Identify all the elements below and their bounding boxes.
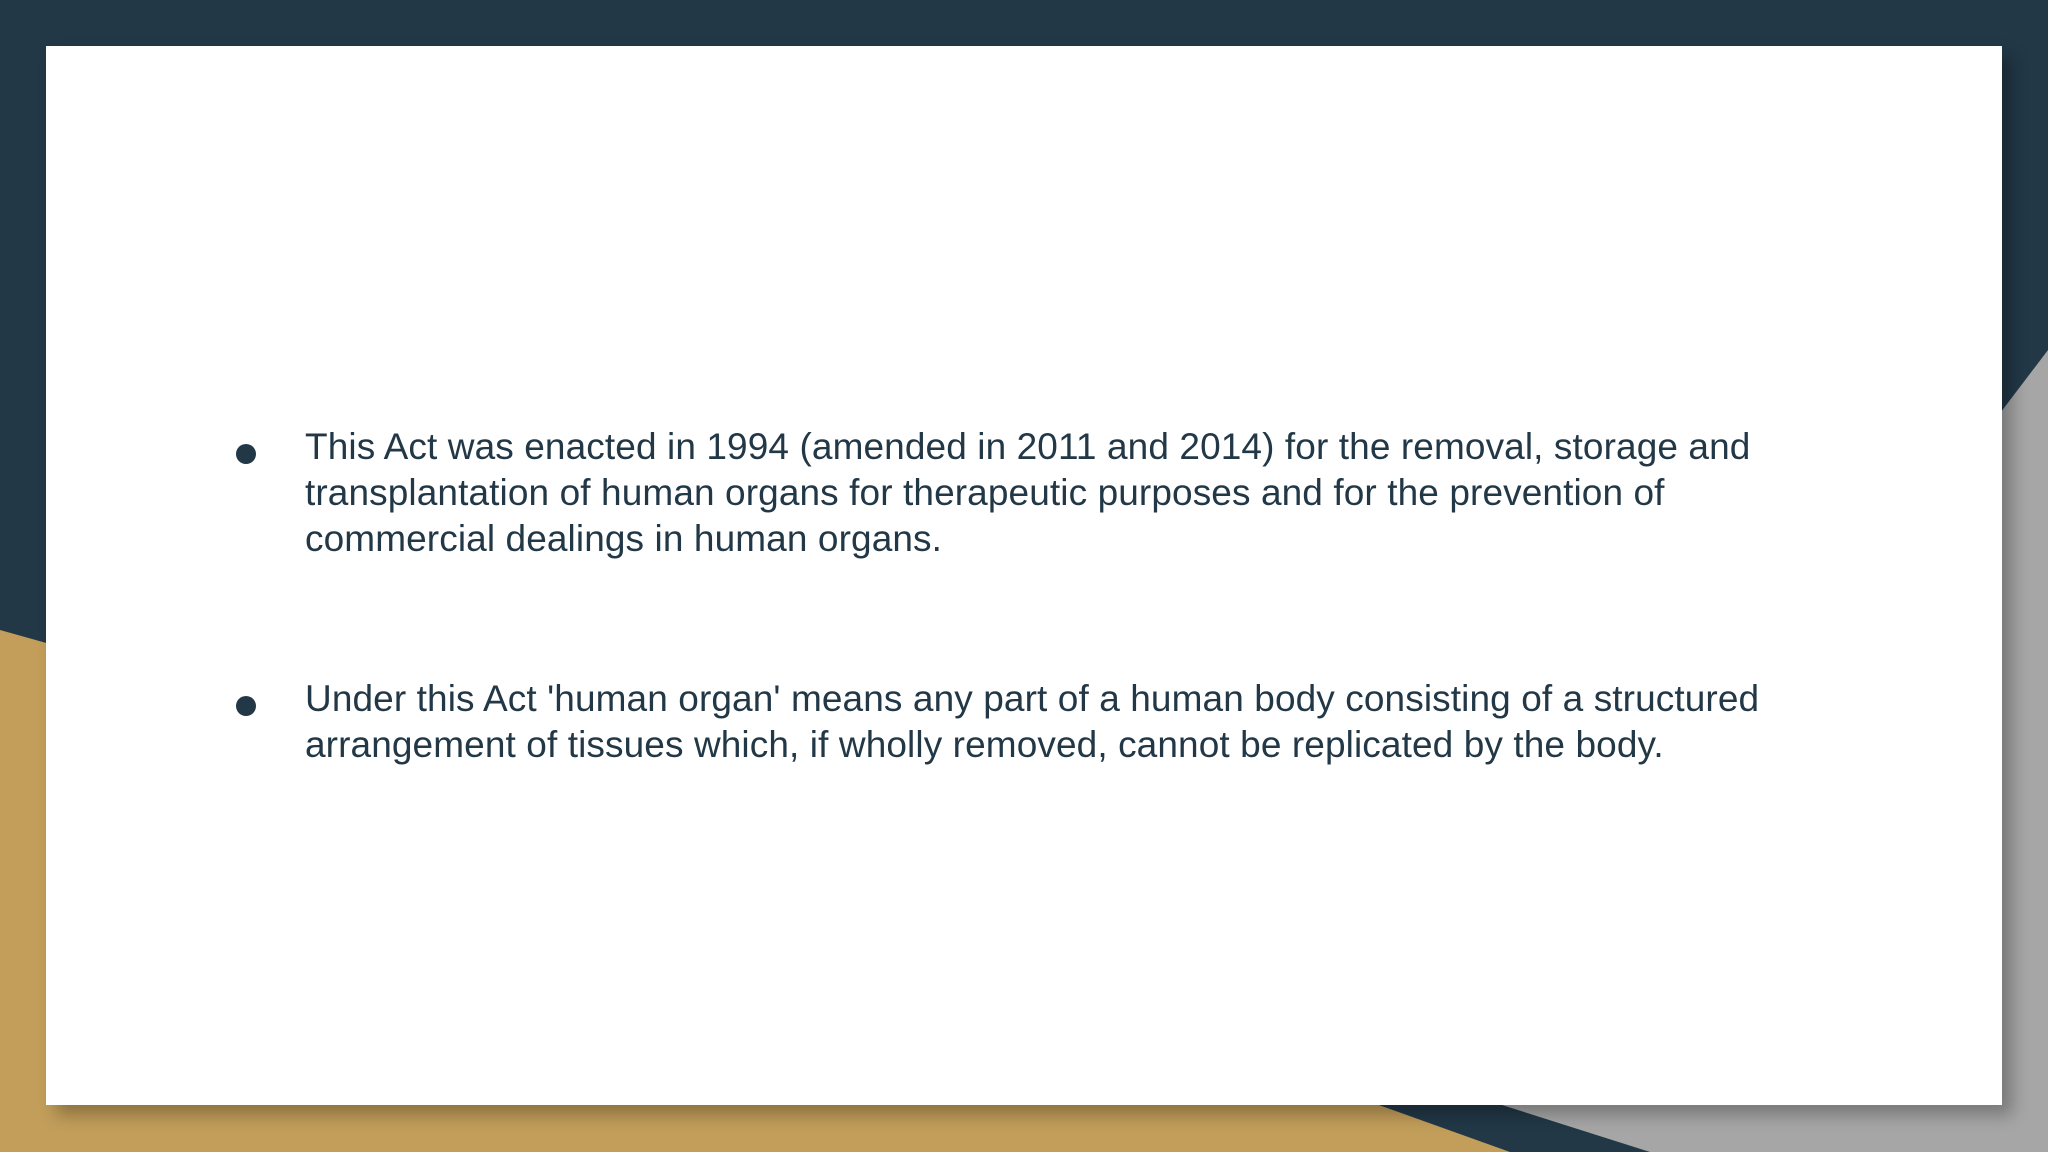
bullet-text: This Act was enacted in 1994 (amended in 2011 and 2014) for the removal, storage and transplantation of human organs for therapeutic purposes and for the prevention of commercial dealings in human organs.	[305, 426, 1751, 559]
bullet-dot-icon	[236, 444, 256, 464]
bullet-list	[46, 46, 2002, 1105]
bullet-item-act-enactment	[236, 424, 1796, 562]
bullet-dot-icon	[236, 696, 256, 716]
bullet-text: Under this Act 'human organ' means any part of a human body consisting of a structured arrangement of tissues which, if wholly removed, cannot be replicated by the body.	[305, 678, 1760, 765]
slide-card	[46, 46, 2002, 1105]
bullet-item-human-organ-definition	[236, 676, 1796, 768]
